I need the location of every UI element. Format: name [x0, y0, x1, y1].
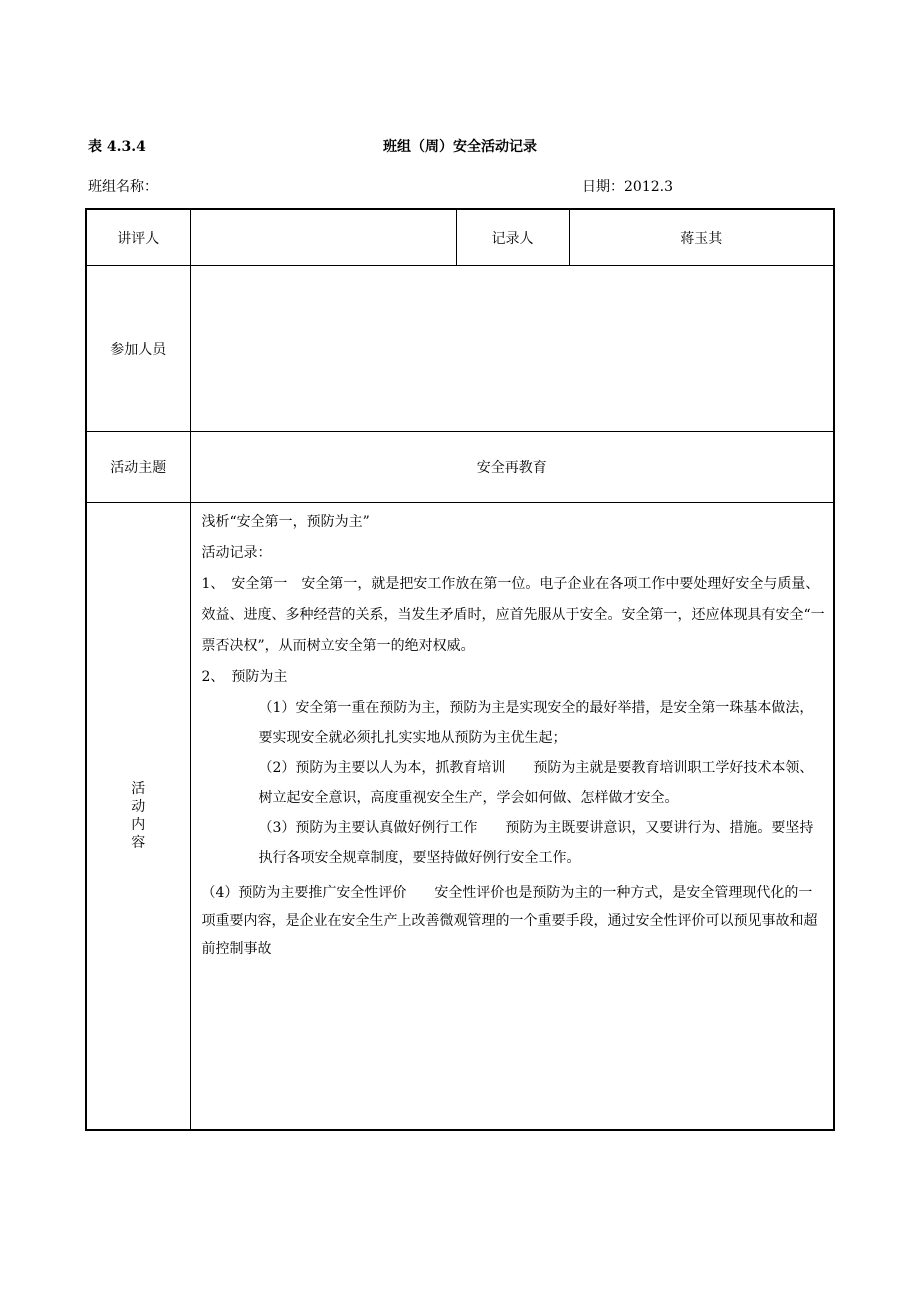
- participants-label: 参加人员: [86, 266, 190, 432]
- table-row: [86, 503, 834, 1131]
- commenter-label: 讲评人: [86, 209, 190, 266]
- content-label: [86, 503, 190, 1131]
- content-label-char: 容: [131, 835, 146, 851]
- participants-field[interactable]: [190, 266, 834, 432]
- page-title: 班组（周）安全活动记录: [383, 139, 537, 155]
- table-row: [86, 266, 834, 432]
- content-field[interactable]: [190, 503, 834, 1131]
- sub-item-2: （2）预防为主要以人为本，抓教育培训 预防为主就是要教育培训职工学好技术本领、树立起安全意识，高度重视安全生产，学会如何做、怎样做才安全。: [258, 760, 814, 806]
- theme-label: 活动主题: [86, 432, 190, 503]
- sub-item-4: （4）预防为主要推广安全性评价 安全性评价也是预防为主的一种方式，是安全管理现代化的一项重要内容，是企业在安全生产上改善微观管理的一个重要手段，通过安全性评价可以预见事故和超前控制事故: [201, 885, 818, 957]
- table-row: [86, 432, 834, 503]
- record-label: 活动记录：: [201, 545, 272, 561]
- content-label-char: 活: [131, 781, 146, 797]
- content-heading: 浅析“安全第一，预防为主”: [201, 514, 370, 530]
- theme-field[interactable]: 安全再教育: [190, 432, 834, 503]
- commenter-field[interactable]: [190, 209, 456, 266]
- team-name-label: 班组名称：: [88, 179, 158, 195]
- recorder-label: 记录人: [456, 209, 569, 266]
- paragraph-prevention: 2、 预防为主: [201, 669, 288, 685]
- paragraph-safety-first: 1、 安全第一 安全第一，就是把安工作放在第一位。电子企业在各项工作中要处理好安全与质量、效益、进度、多种经营的关系，当发生矛盾时，应首先服从于安全。安全第一，还应体现具有安全“一票否决权”，从而树立安全第一的绝对权威。: [201, 576, 825, 654]
- recorder-field[interactable]: 蒋玉其: [569, 209, 834, 266]
- sub-item-1: （1）安全第一重在预防为主，预防为主是实现安全的最好举措，是安全第一珠基本做法，要实现安全就必须扎扎实实地从预防为主优生起；: [258, 700, 814, 746]
- content-label-char: 内: [131, 817, 146, 833]
- sub-item-3: （3）预防为主要认真做好例行工作 预防为主既要讲意识，又要讲行为、措施。要坚持执行各项安全规章制度，要坚持做好例行安全工作。: [258, 820, 814, 866]
- content-label-char: 动: [131, 799, 146, 815]
- table-row: [86, 209, 834, 266]
- activity-record-table: [85, 208, 835, 1131]
- table-code: 表 4.3.4: [88, 139, 146, 155]
- date-label: 日期：2012.3: [582, 179, 673, 195]
